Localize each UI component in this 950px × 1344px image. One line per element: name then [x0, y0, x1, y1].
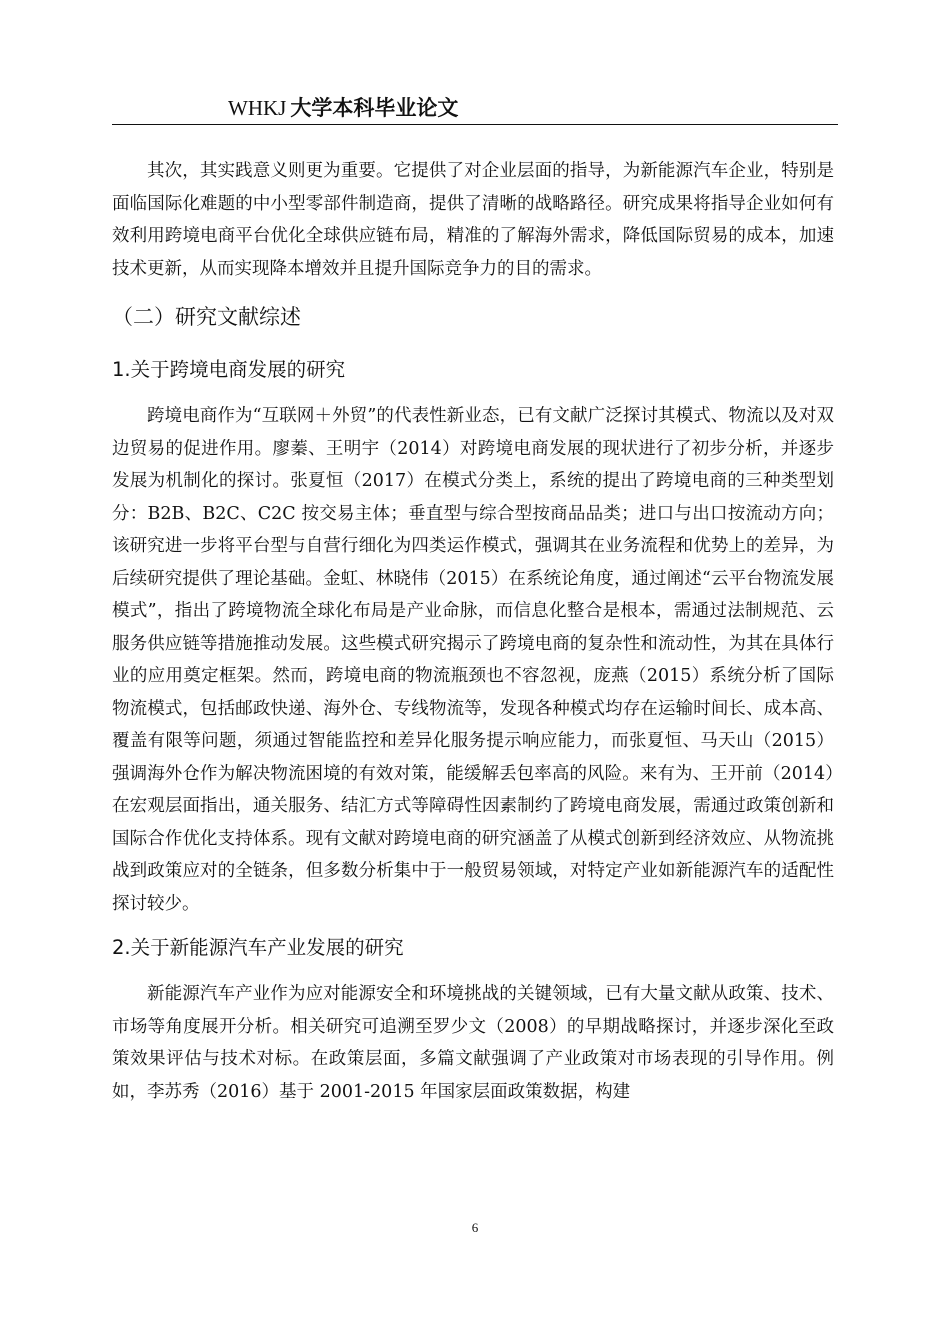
header-code: WHKJ	[228, 96, 287, 120]
header-title: 大学本科毕业论文	[290, 96, 459, 120]
intro-paragraph: 其次，其实践意义则更为重要。它提供了对企业层面的指导，为新能源汽车企业，特别是面临国际化难题的中小型零部件制造商，提供了清晰的战略路径。研究成果将指导企业如何有效利用跨境电商平台优化全球供应链布局，精准的了解海外需求，降低国际贸易的成本，加速技术更新，从而实现降本增效并且提升国际竞争力的目的需求。	[112, 161, 834, 279]
page-number: 6	[471, 1220, 479, 1235]
subsection-2-paragraph: 新能源汽车产业作为应对能源安全和环境挑战的关键领域，已有大量文献从政策、技术、市场等角度展开分析。相关研究可追溯至罗少文（2008）的早期战略探讨，并逐步深化至政策效果评估与技术对标。在政策层面，多篇文献强调了产业政策对市场表现的引导作用。例如，李苏秀（2016）基于 2001-2015 年国家层面政策数据，构建	[112, 984, 834, 1102]
subsection-1-title: 1.关于跨境电商发展的研究	[112, 358, 346, 381]
header-rule	[112, 124, 838, 125]
subsection-2-title: 2.关于新能源汽车产业发展的研究	[112, 936, 404, 959]
subsection-1-paragraph: 跨境电商作为“互联网＋外贸”的代表性新业态，已有文献广泛探讨其模式、物流以及对双边贸易的促进作用。廖蓁、王明宇（2014）对跨境电商发展的现状进行了初步分析，并逐步发展为机制化的探讨。张夏恒（2017）在模式分类上，系统的提出了跨境电商的三种类型划分：B2B、B2C、C2C 按交易主体；垂直型与综合型按商品品类；进口与出口按流动方向；该研究进一步将平台型与自营行细化为四类运作模式，强调其在业务流程和优势上的差异，为后续研究提供了理论基础。金虹、林晓伟（2015）在系统论角度，通过阐述“云平台物流发展模式”，指出了跨境物流全球化布局是产业命脉，而信息化整合是根本，需通过法制规范、云服务供应链等措施推动发展。这些模式研究揭示了跨境电商的复杂性和流动性，为其在具体行业的应用奠定框架。然而，跨境电商的物流瓶颈也不容忽视，庞燕（2015）系统分析了国际物流模式，包括邮政快递、海外仓、专线物流等，发现各种模式均存在运输时间长、成本高、覆盖有限等问题，须通过智能监控和差异化服务提示响应能力，而张夏恒、马天山（2015）强调海外仓作为解决物流困境的有效对策，能缓解丢包率高的风险。来有为、王开前（2014）在宏观层面指出，通关服务、结汇方式等障碍性因素制约了跨境电商发展，需通过政策创新和国际合作优化支持体系。现有文献对跨境电商的研究涵盖了从模式创新到经济效应、从物流挑战到政策应对的全链条，但多数分析集中于一般贸易领域，对特定产业如新能源汽车的适配性探讨较少。	[112, 406, 834, 914]
running-header	[228, 94, 458, 122]
page-body	[112, 155, 834, 1108]
section-title: （二）研究文献综述	[112, 305, 301, 329]
